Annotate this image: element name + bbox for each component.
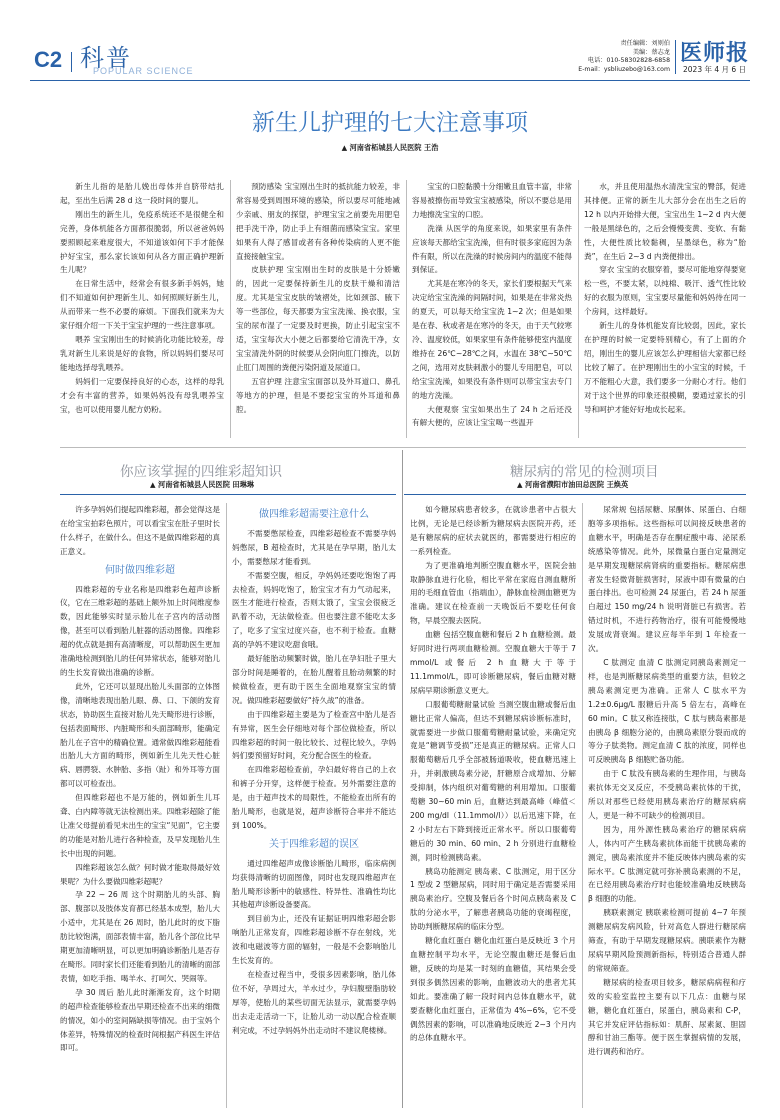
section-title: 科普 bbox=[80, 44, 132, 72]
paragraph: 水，并且使用温热水清洗宝宝的臀部，促进其排便。正常的新生儿大部分会在出生之后的 12 h 以内开始排大便，宝宝出生 1~2 d 内大便一般是黑绿色的，之后会慢慢变黄、变软、有黏性，大便性质比较黏稠，呈墨绿色，称为“胎粪”，在生后 2~3 d 内粪便排出。 bbox=[584, 182, 746, 261]
paragraph: 新生儿指的是胎儿娩出母体并自脐带结扎起，至出生后满 28 d 这一段时间的婴儿。 bbox=[60, 182, 224, 205]
paragraph: 此外，它还可以显现出胎儿头面部的立体图像，清晰地表现出胎儿眼、鼻、口、下颌的发育状态，协助医生直接对胎儿先天畸形进行诊断，包括表面畸形、内脏畸形和头面部畸形，能确定胎儿在子宫中的精确位置。通常做四维彩超能看出胎儿大方面的畸形，例如新生儿先天性心脏病、唇腭裂、水肿胎、多指（趾）和外耳等方面都可以可检查出。 bbox=[60, 681, 220, 789]
paragraph: 洗澡 从医学的角度来说，如果家里有条件应该每天都给宝宝洗澡，但有时很多家庭因为条件有限，所以在洗澡的时候房间内的温度不能得到保证。 bbox=[412, 223, 572, 275]
paragraph: C 肽测定 血清 C 肽测定同胰岛素测定一样，也是判断糖尿病类型的重要方法，但较之胰岛素测定更为准确。正常人 C 肽水平为 1.2±0.6μg/L 服糖后升高 5 倍左右，高峰在 60 min。C 肽又称连接肽，C 肽与胰岛素都是由胰岛 β 细胞分泌的，由胰岛素原分裂而成的等分子肽类物。测定血清 C 肽的浓度，同样也可反映胰岛 β 细胞贮备功能。 bbox=[588, 657, 746, 765]
paragraph: 宝宝的口腔黏膜十分细嫩且血管丰富，非常容易被擦伤而导致宝宝被感染，所以不要总是用力地擦洗宝宝的口腔。 bbox=[412, 182, 572, 219]
paragraph: 在四维彩超检查前，孕妇最好将自己的上衣和裤子分开穿，这样便于检查。另外需要注意的是，由于超声技术的局限性，不能检查出所有的胎儿畸形，也就是说，超声诊断符合率并不能达到 100%。 bbox=[232, 765, 396, 830]
paragraph: 刚出生的新生儿，免疫系统还不是很健全和完善，身体机能各方面都很脆弱，所以爸爸妈妈要照顾起来难度很大，不知道该如何下手才能保护好宝宝，那么家长该如何从各方面正确护理新生儿呢？ bbox=[60, 209, 224, 275]
paragraph: 预防感染 宝宝刚出生时的抵抗能力较差，非常容易受到周围环境的感染，所以要尽可能地减少亲戚、朋友的探望，护理宝宝之前要先用肥皂把手洗干净，防止手上有细菌而感染宝宝。家里如果有人得了感冒或者有各种传染病的人更不能直接接触宝宝。 bbox=[236, 182, 400, 261]
paragraph: 四维彩超的专业名称是四维彩色超声诊断仪，它在三维彩超的基础上额外加上时间维度参数，因此能够实时显示胎儿在子宫内的活动图像，甚至可以看到胎儿脏器的活动图像。四维彩超的优点就是拥有高清晰度，可以帮助医生更加准确地检测到胎儿的任何异常状态，能够对胎儿的生长发育做出准确的诊断。 bbox=[60, 584, 220, 677]
column-divider bbox=[230, 180, 231, 438]
subheading: 做四维彩超需要注意什么 bbox=[259, 509, 369, 520]
paragraph: 血糖 包括空腹血糖和餐后 2 h 血糖检测。最好同时进行两项血糖检测。空腹血糖大于等于 7 mmol/L 或餐后 2 h 血糖大于等于 11.1mmol/L，即可诊断糖尿病，餐后血糖对糖尿病早期诊断意义更大。 bbox=[410, 630, 576, 695]
article3-colC bbox=[410, 503, 576, 1108]
paragraph: 四维彩超该怎么做？何时做才能取得最好效果呢？为什么要做四维彩超呢？ bbox=[60, 862, 220, 886]
logo-divider bbox=[675, 40, 676, 74]
article2-title: 你应该掌握的四维彩超知识 bbox=[120, 464, 282, 480]
paragraph: 皮肤护理 宝宝刚出生时的皮肤是十分娇嫩的，因此一定要保持新生儿的皮肤干燥和清洁度。尤其是宝宝皮肤的皱褶处，比如颈部、腋下等一些部位，每天都要为宝宝洗澡、换衣服，宝宝的尿布湿了一定要及时更换，防止引起宝宝不适，宝宝每次大小便之后都要给它清洗干净，女宝宝清洗外阴的时候要从会阴向肛门擦洗，以防止肛门周围的粪便污染阴道及尿道口。 bbox=[236, 265, 400, 372]
paragraph: 不需要空腹，相反，孕妈妈还要吃饱饱了再去检查，妈妈吃饱了，胎宝宝才有力气动起来，医生才能进行检查，否则太饿了，宝宝会很疲乏趴着不动，无法做检查。但也要注意不能吃太多了，吃多了宝宝过度兴奋，也不利于检查。血糖高的孕妈不建议吃甜食哦。 bbox=[232, 570, 396, 650]
paragraph: 新生儿的身体机能发育比较弱，因此，家长在护理的时候一定要特别精心，有了上面的介绍，刚出生的婴儿应该怎么护理相信大家都已经比较了解了。在护理刚出生的小宝宝的时候，千万不能粗心大意，我们要多一分耐心才行。他们对于这个世界的印象还很模糊，要通过家长的引导和呵护才能好好地成长起来。 bbox=[584, 321, 746, 414]
article1-col4 bbox=[584, 180, 746, 438]
paragraph: 在检查过程当中，受很多因素影响，胎儿体位不好，孕周过大，羊水过少，孕妇腹壁脂肪较厚等，使胎儿的某些切面无法显示，就需要孕妈出去走走活动一下，让胎儿动一动以配合检查顺利完成，不过孕妈妈外出走动时不建议爬楼梯。 bbox=[232, 970, 396, 1035]
article3-colD bbox=[588, 503, 746, 1108]
paragraph: 如今糖尿病患者较多，在就诊患者中占很大比例，无论是已经诊断为糖尿病去医院开药，还是有糖尿病的症状去就医的，都需要进行相应的一系列检查。 bbox=[410, 505, 576, 556]
column-divider bbox=[226, 503, 227, 1108]
paragraph: 孕 30 周后 胎儿此时渐渐发育，这个时期的超声检查能够检查出早期还检查不出来的细微的情况，如小的室间隔缺损等情况。由于宝妈个体差异，特殊情况的检查时间根据产科医生评估即可。 bbox=[60, 987, 220, 1053]
article3-byline: ▲ 河南省濮阳市油田总医院 王焕英 bbox=[517, 480, 629, 489]
paragraph: 胰联素测定 胰联素检测可提前 4~7 年预测糖尿病发病风险，针对高危人群进行糖尿病筛查，有助于早期发现糖尿病。胰联素作为糖尿病早期风险预测新指标，特别适合普通人群的常规筛查。 bbox=[588, 908, 746, 973]
section-subtitle: POPULAR SCIENCE bbox=[93, 66, 194, 76]
paragraph: 由于 C 肽没有胰岛素的生理作用，与胰岛素抗体无交叉反应，不受胰岛素抗体的干扰，所以对那些已经使用胰岛素治疗的糖尿病病人，更是一种不可缺少的检测项目。 bbox=[588, 769, 746, 820]
article1-col2 bbox=[236, 180, 400, 438]
subheading: 关于四维彩超的误区 bbox=[269, 838, 359, 850]
paragraph: 最好能胎动频繁时做，胎儿在孕妇肚子里大部分时间是睡着的，在胎儿醒着且胎动频繁的时候做检查，更有助于医生全面地观察宝宝的情况。做四维彩超要做好“持久战”的准备。 bbox=[232, 654, 396, 705]
paragraph: 五官护理 注意宝宝面部以及外耳道口、鼻孔等地方的护理，但是不要挖宝宝的外耳道和鼻腔。 bbox=[236, 376, 400, 414]
article1-col3 bbox=[412, 180, 572, 438]
editor-credits bbox=[560, 40, 670, 74]
column-divider bbox=[578, 180, 579, 438]
article-separator bbox=[60, 447, 746, 448]
paragraph: 妈妈们一定要保持良好的心态，这样的母乳才会有丰富的营养，如果妈妈没有母乳喂养宝宝，也可以使用婴儿配方奶粉。 bbox=[60, 376, 224, 414]
paragraph: 通过四维超声成像诊断胎儿畸形，临床病例均获得清晰的切面图像，同时也发现四维超声在胎儿畸形诊断中的敏感性、特异性、准确性均比其他超声诊断设备要高。 bbox=[232, 858, 396, 910]
article1-col1 bbox=[60, 180, 224, 438]
paragraph: 胰岛功能测定 胰岛素、C 肽测定，用于区分 1 型或 2 型糖尿病，同时用于确定是否需要采用胰岛素治疗。空腹及餐后各个时间点胰岛素及 C 肽的分泌水平，了解患者胰岛功能的衰竭程度，协助判断糖尿病的临床分型。 bbox=[410, 866, 576, 932]
paragraph: 不需要憋尿检查，四维彩超检查不需要孕妈妈憋尿，B 超检查时，尤其是在孕早期，胎儿太小，需要憋尿才能看到。 bbox=[232, 528, 396, 566]
article3-title: 糖尿病的常见的检测项目 bbox=[510, 464, 659, 480]
article-divider bbox=[402, 450, 403, 1108]
credit-line: 美编：蔡志龙 bbox=[632, 48, 670, 56]
paragraph: 口服葡萄糖耐量试验 当测空腹血糖或餐后血糖比正常人偏高，但达不到糖尿病诊断标准时，就需要进一步做口服葡萄糖耐量试验，来确定究竟是“糖调节受损”还是真正的糖尿病。正常人口服葡萄糖后几乎全部被肠道吸收，使血糖迅速上升，并刺激胰岛素分泌，肝糖原合成增加、分解受抑制，体内组织对葡萄糖的利用增加。口服葡萄糖 30~60 min 后，血糖达到最高峰（峰值＜200 mg/dl（11.1mmol/l））以后迅速下降，在 2 小时左右下降到接近正常水平。所以口服葡萄糖后的 30 min、60 min、2 h 分别进行血糖检测，同时检测胰岛素。 bbox=[410, 699, 576, 862]
header-rule bbox=[30, 80, 750, 81]
newspaper-logo: 医师报 bbox=[680, 40, 750, 66]
paragraph: 穿衣 宝宝的衣服穿着，要尽可能地穿得要宽松一些，不要太紧，以纯棉、吸汗、透气性比较好的衣服为原则，宝宝要尽量能和妈妈待在同一个房间，这样最好。 bbox=[584, 265, 746, 317]
column-divider bbox=[582, 503, 583, 1108]
issue-date: 2023 年 4 月 6 日 bbox=[683, 65, 747, 74]
paragraph: 许多孕妈妈们提起四维彩超，都会觉得这是在给宝宝拍彩色照片，可以看宝宝在肚子里时长什么样子，在做什么。但这不是做四维彩超的真正意义。 bbox=[60, 505, 220, 556]
article2-rule bbox=[60, 494, 396, 495]
article2-byline: ▲ 河南省柘城县人民医院 田琳琳 bbox=[150, 480, 254, 489]
paragraph: 糖化血红蛋白 糖化血红蛋白是反映近 3 个月血糖控制平均水平，无论空腹血糖还是餐后血糖，反映的均是某一时刻的血糖值，其结果会受到很多偶然因素的影响，血糖波动大的患者尤其如此。要准确了解一段时间内总体血糖水平，就要查糖化血红蛋白，正常值为 4%~6%，它不受偶然因素的影响，可以准确地反映近 2~3 个月内的总体血糖水平。 bbox=[410, 936, 576, 1043]
paragraph: 糖尿病的检查项目较多，糖尿病病程和疗效的实验室监控主要有以下几点：血糖与尿糖，糖化血红蛋白，尿蛋白，胰岛素和 C-P，其它并发症评估指标如：肌酐、尿素氮、胆固醇和甘油三酯等。便于医生掌握病情的发展，进行调药和治疗。 bbox=[588, 977, 746, 1057]
paragraph: 但四维彩超也不是万能的，例如新生儿耳聋、白内障等就无法检测出来。四维彩超除了能让准父母提前看见未出生的宝宝“见面”，它主要的功能是对胎儿进行各种检查，及早发现胎儿生长中出现的问题。 bbox=[60, 793, 220, 858]
paragraph: 尤其是在寒冷的冬天，家长们要根据天气来决定给宝宝洗澡的间隔时间，如果是在非常炎热的夏天，可以每天给宝宝洗 1~2 次；但是如果是在春、秋或者是在寒冷的冬天，由于天气较寒冷、温度较低，如果家里有条件能够使室内温度维持在 26℃~28℃之间，水温在 38℃~50℃之间，选用对皮肤刺激小的婴儿专用肥皂，可以给宝宝洗澡，如果没有条件则可以带宝宝去专门的地方洗澡。 bbox=[412, 279, 572, 400]
column-divider bbox=[406, 180, 407, 438]
subheading: 何时做四维彩超 bbox=[105, 564, 175, 576]
credit-line: E-mail：ysbliuzebo@163.com bbox=[578, 65, 670, 73]
separator-dot bbox=[71, 52, 76, 72]
paragraph: 在日常生活中，经常会有很多新手妈妈，她们不知道如何护理新生儿、如何照顾好新生儿，从而带来一些不必要的麻烦。下面我们就来为大家仔细介绍一下关于宝宝护理的一些注意事项。 bbox=[60, 279, 224, 331]
paragraph: 尿常规 包括尿糖、尿酮体、尿蛋白、白细胞等多项指标。这些指标可以间接反映患者的血糖水平，明确是否存在酮症酸中毒、泌尿系统感染等情况。此外，尿微量白蛋白定量测定是早期发现糖尿病肾病的重要指标。糖尿病患者发生轻微肾脏损害时，尿液中即有微量的白蛋白排出。也可检测 24 尿蛋白，若 24 h 尿蛋白超过 150 mg/24 h 说明肾脏已有损害。若错过时机，不进行药物治疗，很有可能慢慢地发展成肾衰竭。建议应每半年到 1 年检查一次。 bbox=[588, 505, 746, 654]
credit-line: 电话：010-58302828-6858 bbox=[587, 57, 670, 65]
paragraph: 因为，用外源性胰岛素治疗的糖尿病病人，体内可产生胰岛素抗体而能干扰胰岛素的测定，胰岛素浓度并不能反映体内胰岛素的实际水平。C 肽测定就可弥补胰岛素测的不足，在已经用胰岛素治疗时也能较准确地反映胰岛 β 细胞的功能。 bbox=[588, 824, 746, 904]
paragraph: 喂养 宝宝刚出生的时候消化功能比较差，母乳对新生儿来说是好的食物，所以妈妈们要尽可能地选择母乳喂养。 bbox=[60, 334, 224, 372]
article1-byline: ▲ 河南省柘城县人民医院 王浩 bbox=[341, 143, 439, 152]
credit-line: 责任编辑：刘则伯 bbox=[620, 40, 670, 47]
page-number: C2 bbox=[34, 47, 63, 72]
paragraph: 大便观察 宝宝如果出生了 24 h 之后还没有解大便的，应该让宝宝喝一些温开 bbox=[412, 404, 572, 428]
article2-colA bbox=[60, 503, 220, 1108]
paragraph: 由于四维彩超主要是为了检查宫中胎儿是否有异常，医生会仔细地对每个部位做检查，所以四维彩超的时间一般比较长、过程比较久，孕妈妈们要预留好时间，充分配合医生的检查。 bbox=[232, 709, 396, 761]
paragraph: 为了更准确地判断空腹血糖水平，医院会抽取静脉血进行化验，相比平常在家庭自测血糖所用的毛细血管血（指端血），静脉血检测血糖更为准确。建议在检查前一天晚饭后不要吃任何食物，早晨空腹去医院。 bbox=[410, 560, 576, 626]
paragraph: 到目前为止，还没有证据证明四维彩超会影响胎儿正常发育，四维彩超诊断不存在射线，光波和电磁波等方面的辐射，一般是不会影响胎儿生长发育的。 bbox=[232, 914, 396, 966]
article3-rule bbox=[404, 494, 746, 495]
article2-colB bbox=[232, 503, 396, 1108]
paragraph: 孕 22 ~ 26 周 这个时期胎儿的头部、胸部、腹部以及肢体发育都已经基本成型，胎儿大小适中，尤其是在 26 周时，胎儿此时的皮下脂肪比较饱满，面部表情丰富，胎儿各个部位比早期更加清晰明显，可以更加明确诊断胎儿是否存在畸形。同时家长们还能看到胎儿的清晰的面部表情，如吃手指、喝羊水、打呵欠、哭闹等。 bbox=[60, 890, 220, 983]
article1-title: 新生儿护理的七大注意事项 bbox=[252, 110, 528, 136]
